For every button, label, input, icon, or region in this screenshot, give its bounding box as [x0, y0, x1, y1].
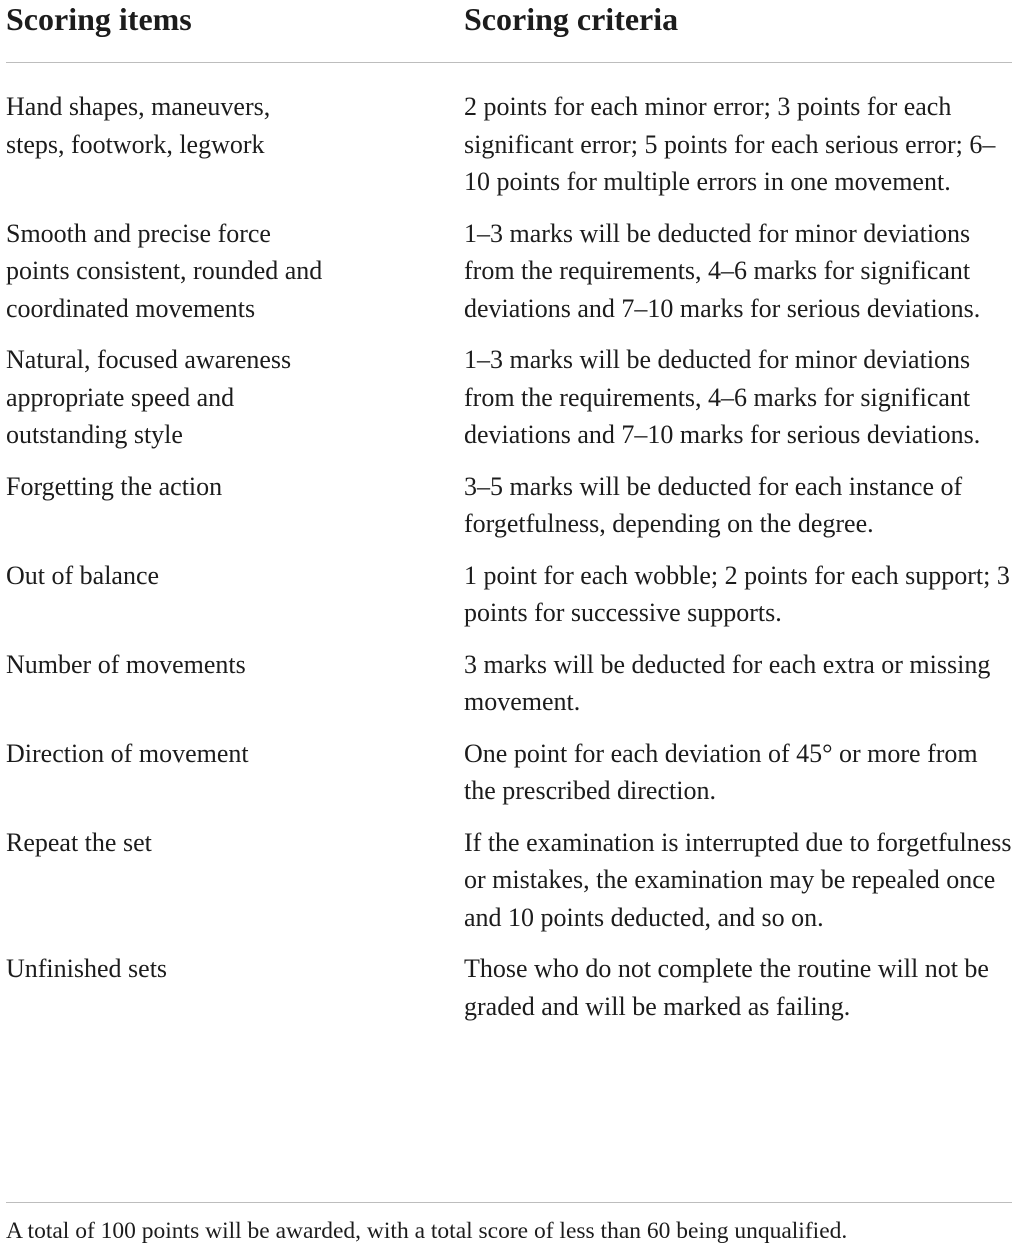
scoring-item-cell: Forgetting the action [6, 471, 223, 501]
table-footnote: A total of 100 points will be awarded, with a total score of less than 60 being unqualified. [6, 1218, 848, 1244]
scoring-item-cell: Number of movements [6, 649, 246, 679]
table-row [6, 341, 1012, 454]
scoring-criteria-cell: 1–3 marks will be deducted for minor deviations from the requirements, 4–6 marks for significant deviations and 7–10 marks for serious deviations. [464, 218, 981, 323]
table-row [6, 824, 1012, 937]
table-row [6, 646, 1012, 721]
scoring-criteria-cell: If the examination is interrupted due to forgetfulness or mistakes, the examination may be repealed once and 10 points deducted, and so on. [464, 827, 1012, 932]
footer-divider [6, 1202, 1012, 1203]
table-row [6, 735, 1012, 810]
table-row [6, 468, 1012, 543]
column-header-scoring-criteria: Scoring criteria [464, 1, 679, 37]
scoring-item-cell: Repeat the set [6, 827, 152, 857]
table-body [6, 88, 1012, 1025]
table-row [6, 557, 1012, 632]
column-header-scoring-items: Scoring items [6, 1, 192, 37]
scoring-criteria-cell: Those who do not complete the routine will not be graded and will be marked as failing. [464, 954, 989, 1021]
scoring-criteria-cell: 1–3 marks will be deducted for minor deviations from the requirements, 4–6 marks for significant deviations and 7–10 marks for serious deviations. [464, 345, 981, 449]
scoring-item-cell: Out of balance [6, 560, 160, 590]
scoring-criteria-cell: 3–5 marks will be deducted for each instance of forgetfulness, depending on the degree. [464, 471, 963, 538]
scoring-item-cell: Unfinished sets [6, 954, 168, 983]
scoring-item-cell: Natural, focused awareness appropriate speed and outstanding style [6, 345, 292, 449]
scoring-item-cell: Hand shapes, maneuvers, steps, footwork, legwork [6, 92, 271, 159]
scoring-item-cell: Direction of movement [6, 738, 249, 768]
scoring-table [6, 0, 1012, 1255]
header-divider [6, 62, 1012, 63]
scoring-criteria-cell: 3 marks will be deducted for each extra or missing movement. [464, 649, 991, 716]
table-row [6, 215, 1012, 328]
scoring-criteria-cell: One point for each deviation of 45° or more from the prescribed direction. [464, 738, 978, 805]
table-header [6, 0, 1012, 62]
scoring-criteria-cell: 2 points for each minor error; 3 points for each significant error; 5 points for each serious error; 6–10 points for multiple errors in one movement. [464, 92, 996, 196]
table-row [6, 950, 1012, 1025]
scoring-criteria-cell: 1 point for each wobble; 2 points for each support; 3 points for successive supports. [464, 560, 1010, 627]
table-row [6, 88, 1012, 201]
scoring-item-cell: Smooth and precise force points consistent, rounded and coordinated movements [6, 218, 323, 323]
